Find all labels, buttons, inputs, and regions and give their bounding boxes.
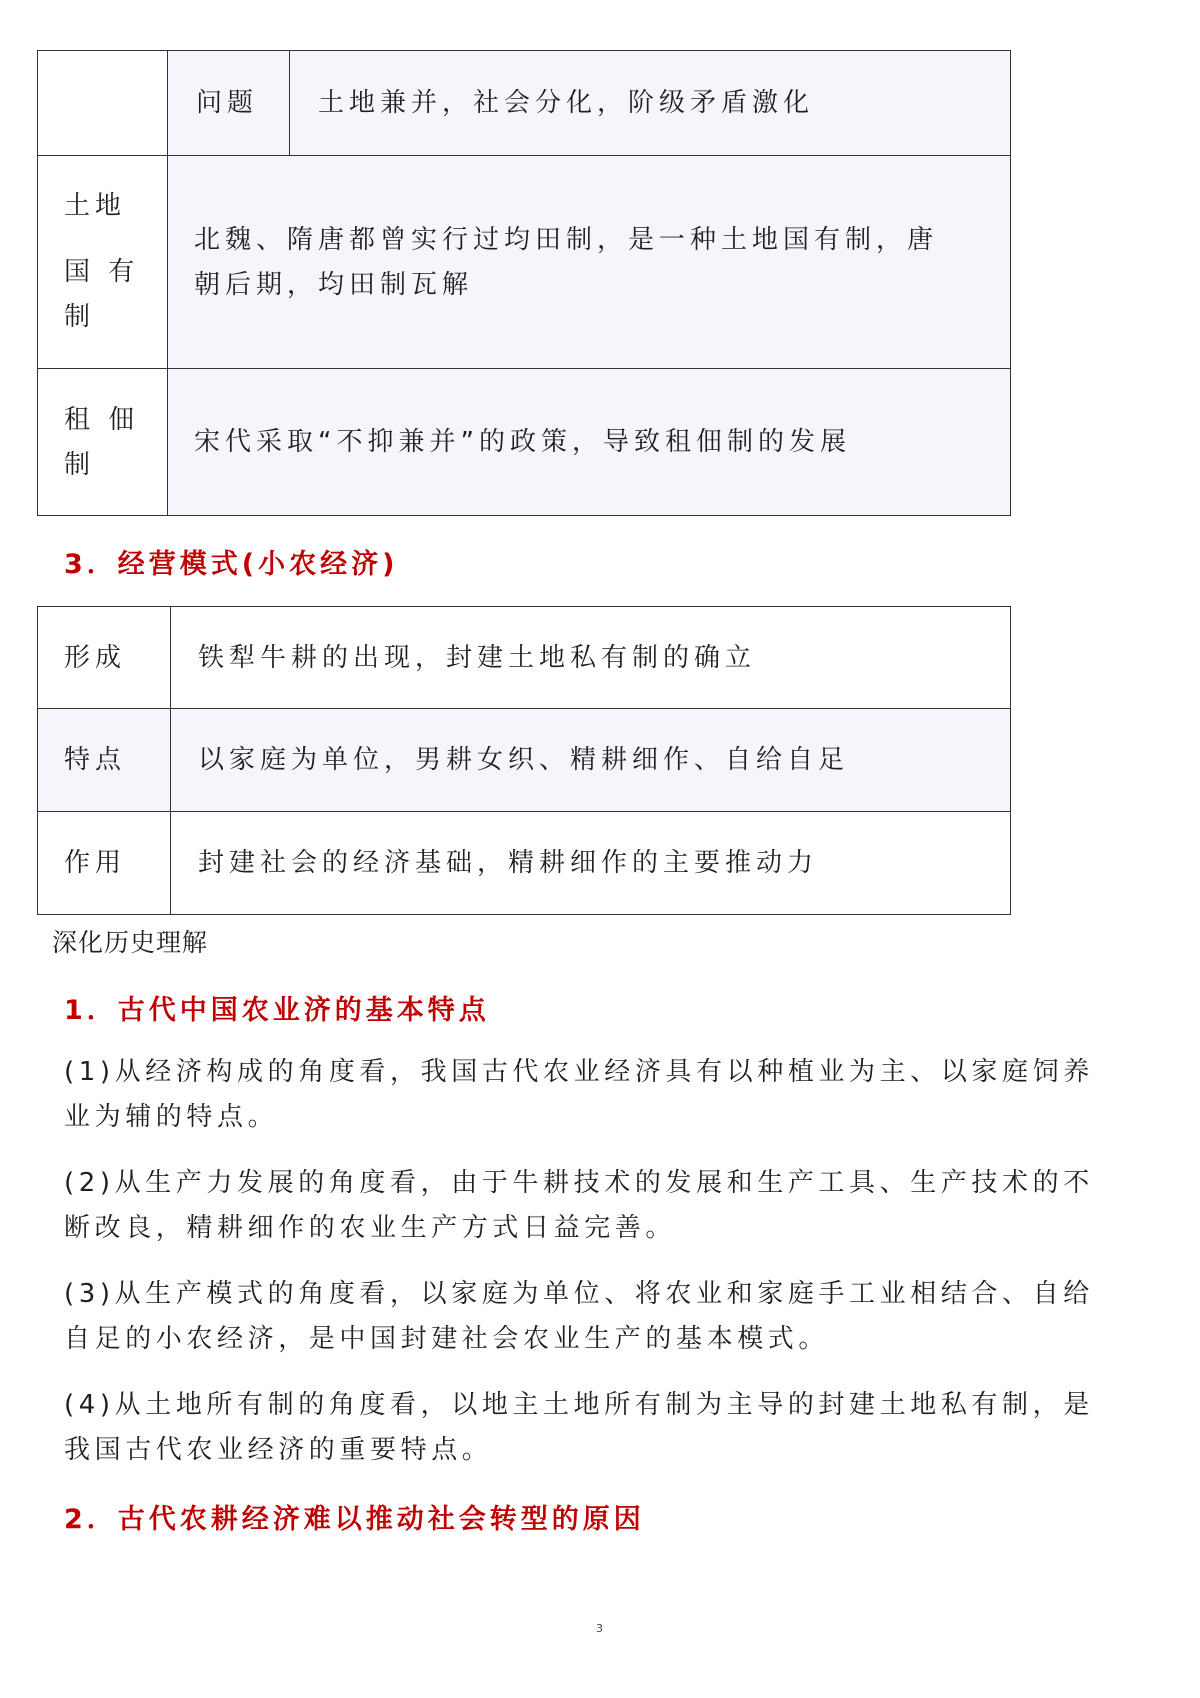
- deepen-understanding-label: 深化历史理解: [52, 928, 209, 957]
- table-cell-label: [37, 368, 168, 516]
- row-feature-label: 特点: [64, 745, 127, 775]
- table-cell-empty: [37, 50, 168, 156]
- table-cell-label: [37, 606, 171, 709]
- row-tenant-label-line1: 租 佃: [64, 405, 140, 435]
- row-tenant-label-line2: 制: [64, 450, 96, 480]
- row-feature-content: 以家庭为单位，男耕女织、精耕细作、自给自足: [198, 745, 850, 775]
- paragraph: [64, 1161, 1094, 1251]
- paragraph-line: 业为辅的特点。: [64, 1102, 279, 1132]
- row-effect-label: 作用: [64, 848, 127, 878]
- row-state-content-line2: 朝后期，均田制瓦解: [194, 270, 474, 300]
- paragraph-line: (1)从经济构成的角度看，我国古代农业经济具有以种植业为主、以家庭饲养: [64, 1057, 1094, 1087]
- row-problem-content: 土地兼并，社会分化，阶级矛盾激化: [318, 88, 815, 118]
- table-cell-content: [170, 708, 1011, 812]
- section-heading: 1．古代中国农业济的基本特点: [64, 995, 490, 1026]
- row-effect-content: 封建社会的经济基础，精耕细作的主要推动力: [198, 848, 819, 878]
- row-tenant-content: 宋代采取“不抑兼并”的政策，导致租佃制的发展: [194, 427, 851, 457]
- section-heading: 3．经营模式(小农经济): [64, 549, 399, 580]
- table-cell-label: [37, 708, 171, 812]
- paragraph-line: (2)从生产力发展的角度看，由于牛耕技术的发展和生产工具、生产技术的不: [64, 1168, 1094, 1198]
- paragraph: [64, 1272, 1094, 1362]
- table-cell-content: [167, 368, 1011, 516]
- table-cell-label: [37, 811, 171, 915]
- paragraph-line: (4)从土地所有制的角度看，以地主土地所有制为主导的封建土地私有制，是: [64, 1390, 1094, 1420]
- row-formation-label: 形成: [64, 642, 127, 673]
- paragraph: [64, 1383, 1094, 1473]
- table-cell-label: [167, 50, 290, 156]
- paragraph-line: (3)从生产模式的角度看，以家庭为单位、将农业和家庭手工业相结合、自给: [64, 1279, 1094, 1309]
- paragraph-line: 自足的小农经济，是中国封建社会农业生产的基本模式。: [64, 1324, 830, 1354]
- row-state-label-line3: 制: [64, 302, 96, 332]
- section-heading: 2．古代农耕经济难以推动社会转型的原因: [64, 1504, 645, 1535]
- table-cell-content: [170, 606, 1011, 709]
- row-formation-content: 铁犁牛耕的出现，封建土地私有制的确立: [198, 642, 757, 673]
- row-state-label-line2: 国 有: [64, 257, 140, 287]
- table-cell-content: [170, 811, 1011, 915]
- paragraph-line: 断改良，精耕细作的农业生产方式日益完善。: [64, 1213, 677, 1243]
- table-cell-content: [167, 155, 1011, 369]
- row-problem-label: 问题: [196, 88, 259, 118]
- paragraph: [64, 1050, 1094, 1140]
- table-cell-content: [289, 50, 1011, 156]
- row-state-label-line1: 土地: [64, 191, 127, 221]
- paragraph-line: 我国古代农业经济的重要特点。: [64, 1435, 493, 1465]
- page-number: 3: [596, 1622, 603, 1635]
- row-state-content-line1: 北魏、隋唐都曾实行过均田制，是一种土地国有制，唐: [194, 225, 939, 255]
- table-cell-label: [37, 155, 168, 369]
